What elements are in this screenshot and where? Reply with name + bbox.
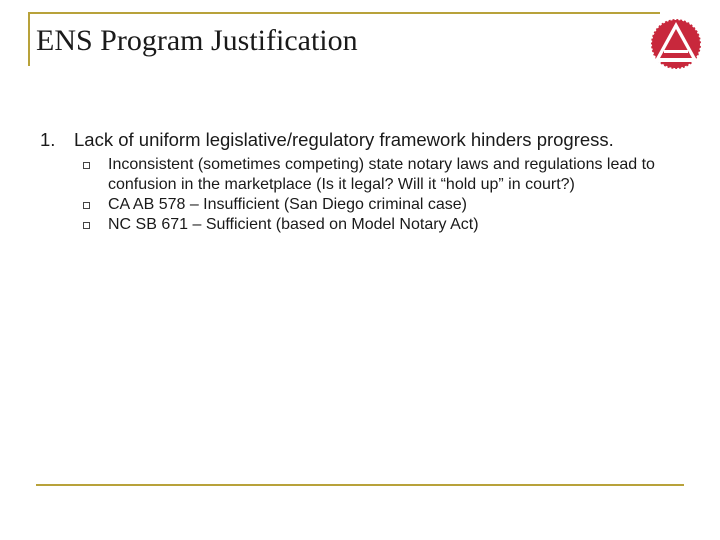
list-item [40,128,680,151]
triangle-seal-logo-icon [648,16,704,72]
sub-list-item-text: CA AB 578 – Insufficient (San Diego criminal case) [108,196,467,213]
sub-list-item-text: NC SB 671 – Sufficient (based on Model Notary Act) [108,216,479,233]
title-accent-horizontal-line [28,12,660,14]
sub-list [40,155,680,235]
square-bullet-icon [74,155,108,195]
slide-body [40,128,680,235]
sub-list-item [74,155,680,195]
square-bullet-icon [74,215,108,235]
slide-title: ENS Program Justification [36,24,358,57]
title-accent-vertical-line [28,12,30,66]
sub-list-item [74,195,680,215]
list-item-text: Lack of uniform legislative/regulatory framework hinders progress. [74,129,614,150]
list-item-number: 1. [40,129,56,150]
sub-list-item-text: Inconsistent (sometimes competing) state notary laws and regulations lead to confusion in the marketplace (Is it legal? Will it “hold up” in court?) [108,156,655,193]
square-bullet-icon [74,195,108,215]
sub-list-item [74,215,680,235]
footer-accent-line [36,484,684,486]
